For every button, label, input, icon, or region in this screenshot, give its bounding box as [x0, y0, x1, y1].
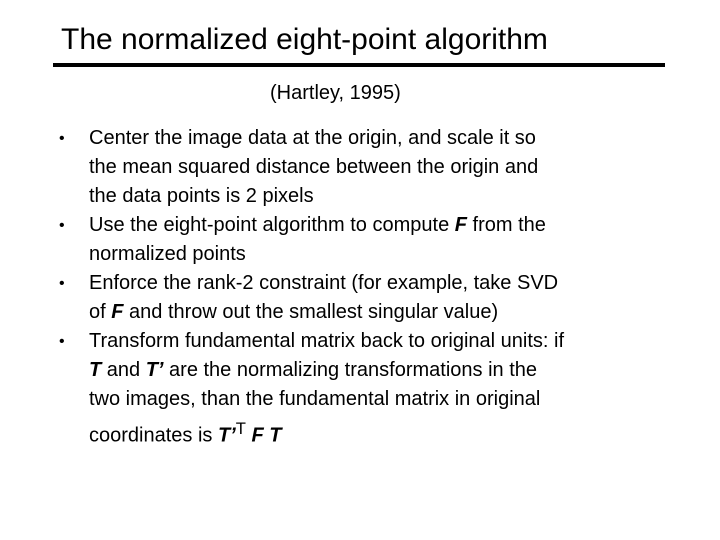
bullet-line — [89, 269, 689, 298]
bullet-icon: • — [59, 333, 65, 350]
text-run: are the normalizing transformations in the — [163, 359, 537, 381]
math-symbol-t-prime: T’ — [217, 424, 236, 447]
bullet-item-transform-back — [59, 327, 689, 451]
text-run: the data points is 2 pixels — [89, 185, 314, 207]
math-symbol-f: F — [111, 301, 124, 323]
bullet-item-rank-constraint — [59, 269, 689, 327]
title-underline — [53, 63, 665, 67]
text-run: of — [89, 301, 112, 323]
bullet-line — [89, 298, 689, 327]
text-run: Center the image data at the origin, and scale it so — [89, 127, 536, 149]
text-run: the mean squared distance between the origin and — [89, 156, 539, 178]
text-run: two images, than the fundamental matrix in original — [89, 388, 541, 410]
text-run: normalized points — [89, 243, 246, 265]
slide-subtitle: (Hartley, 1995) — [270, 82, 401, 104]
text-run: Enforce the rank-2 constraint (for example, take SVD — [89, 272, 559, 294]
math-symbol-t-prime: T’ — [145, 359, 164, 381]
text-run: Transform fundamental matrix back to original units: if — [89, 330, 565, 352]
bullet-line — [89, 356, 689, 385]
text-run: and — [101, 359, 146, 381]
bullet-text — [89, 211, 689, 269]
bullet-text — [89, 327, 689, 451]
transpose-superscript: T — [235, 419, 246, 438]
bullet-text — [89, 124, 689, 211]
bullet-line — [89, 414, 689, 451]
bullet-line — [89, 240, 689, 269]
bullet-line — [89, 211, 689, 240]
math-symbol-t: T — [269, 424, 282, 447]
bullet-line — [89, 385, 689, 414]
bullet-list — [59, 124, 689, 451]
text-run: from the — [466, 214, 546, 236]
slide-title: The normalized eight-point algorithm — [61, 23, 548, 56]
text-run: coordinates is — [89, 424, 218, 447]
text-run: and throw out the smallest singular value) — [123, 301, 499, 323]
bullet-line — [89, 327, 689, 356]
bullet-icon: • — [59, 217, 65, 234]
text-run: Use the eight-point algorithm to compute — [89, 214, 455, 236]
bullet-text — [89, 269, 689, 327]
bullet-icon: • — [59, 275, 65, 292]
bullet-item-eight-point — [59, 211, 689, 269]
bullet-line — [89, 182, 689, 211]
bullet-line — [89, 124, 689, 153]
bullet-icon: • — [59, 130, 65, 147]
math-symbol-f: F — [454, 214, 467, 236]
bullet-item-center-data — [59, 124, 689, 211]
bullet-line — [89, 153, 689, 182]
math-symbol-f: F — [251, 424, 264, 447]
math-symbol-t: T — [89, 359, 102, 381]
